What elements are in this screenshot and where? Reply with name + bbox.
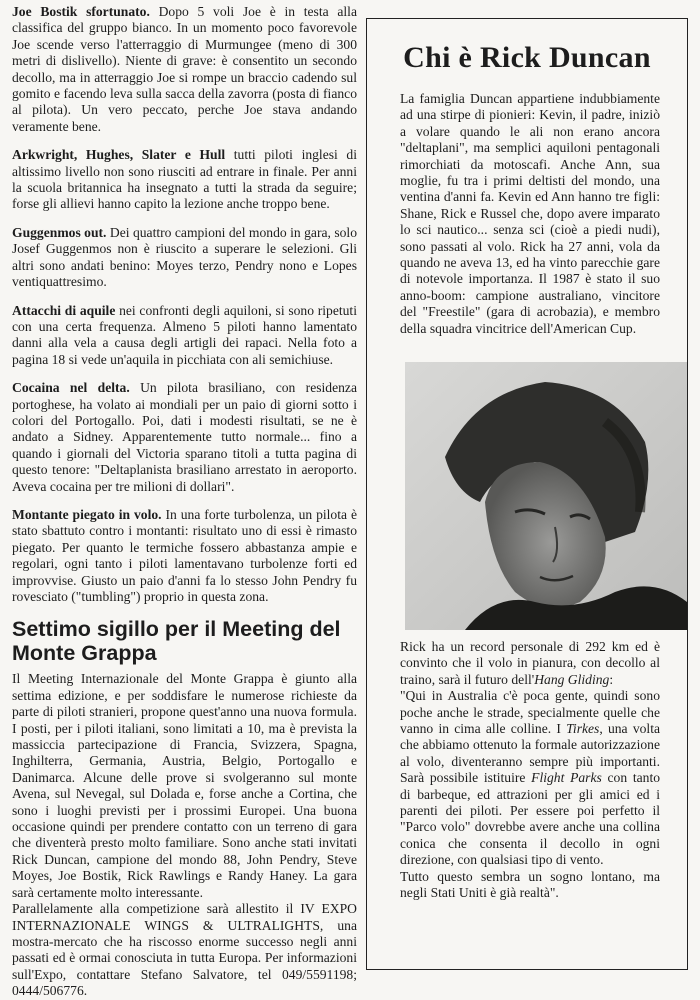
news-lead: Montante piegato in volo. (12, 506, 162, 522)
news-text: Dopo 5 voli Joe è in testa alla classifica del gruppo bianco. In un momento poco favorevole Joe scende verso l'atterraggio di Murmungee (meno di 300 metri di dislivello). Niente di grave: è consentito un secondo decollo, ma in atterraggio Joe si rompe un braccio cadendo sul gomito e facendo leva sulla sacca della zavorra (posta di fianco al pilota). Un vero peccato, perche Joe stava andando veramente bene. (12, 4, 357, 134)
news-lead: Arkwright, Hughes, Slater e Hull (12, 147, 226, 163)
grappa-paragraph: Il Meeting Internazionale del Monte Grappa è giunto alla settima edizione, e per soddisfare le numerose richieste da parte di piloti stranieri, propone quest'anno una nuova formula. I posti, per i piloti italiani, sono limitati a 10, ma è prevista la massiccia partecipazione di Francia, Svizzera, Spagna, Inghilterra, Germania, Austria, Belgio, Portogallo e Danimarca. Alcune delle prove si svolgeranno sul monte Avena, sul Nevegal, sul Dolada e, forse anche a Cortina, che sono i luoghi previsti per i prossimi Europei. Una buona occasione quindi per prendere contatto con un terreno di gara che diventerà presto molto familiare. Sono anche stati invitati Rick Duncan, campione del mondo 88, John Pendry, Steve Moyes, Joe Bostik, Rick Rawlings e Randy Haney. La gara sarà certamente molto interessante. (12, 671, 357, 900)
hang-gliding-term: Hang Gliding (534, 671, 610, 687)
colon-text: : (609, 671, 614, 687)
box-title: Chi è Rick Duncan (403, 41, 651, 74)
portrait-photo (405, 362, 687, 630)
flight-parks-term: Flight Parks (531, 770, 602, 786)
news-lead: Joe Bostik sfortunato. (12, 4, 150, 19)
news-lead: Guggenmos out. (12, 224, 107, 240)
news-item (12, 4, 357, 135)
grappa-expo-paragraph: Parallelamente alla competizione sarà allestito il IV EXPO INTERNAZIONALE WINGS & ULTRALIGHTS, una mostra-mercato che ha riscosso enorme successo negli anni passati ed è ormai conosciuta in tutta Europa. Per informazioni sull'Expo, contattare Stefano Salvatore, tel 049/5591198; 0444/506776. (12, 901, 357, 999)
news-text: nei confronti degli aquiloni, si sono ripetuti con una certa frequenza. Almeno 5 piloti hanno lamentato danni alla vela a causa degli artigli dei rapaci. Nella foto a pagina 18 si vede un'aquila in picchiata con ali semichiuse. (12, 302, 357, 367)
quote-text: , una volta che abbiamo ottenuto la formale autorizzazione al volo, diventeranno sempre più importanti. Sarà possibile istituire (400, 721, 660, 786)
news-item (12, 380, 357, 495)
news-text: Un pilota brasiliano, con residenza portoghese, ha volato ai mondiali per un paio di giorni sotto i colori del Portogallo. Poi, dati i modesti risultati, se ne è andato a Sidney. Apparentemente tutto normale... fino a quando i giornali del Victoria sparano titoli a tutta pagina di questo tenore: "Deltaplanista brasiliano arrestato in aeroporto. Aveva cocaina per tre milioni di dollari". (12, 380, 357, 494)
news-text: Dei quattro campioni del mondo in gara, solo Josef Guggenmos non è riuscito a superare le selezioni. Gli altri sono andati benino: Moyes terzo, Pendry nono e Lopes ventiquattresimo. (12, 224, 357, 290)
grappa-headline: Settimo sigillo per il Meeting del Monte Grappa (12, 617, 341, 666)
quote-text: con tanto di barbeque, ed attrazioni per gli amici ed i parenti dei piloti. Per essere poi perfetto il "Parco volo" dovrebbe avere anche una collina conica che consenta il decollo in ogni direzione, con qualsiasi tipo di vento. (400, 770, 661, 868)
quote-text: "Qui in Australia c'è poca gente, quindi sono poche anche le strade, specialmente quelle che vanno in cima alle colline. I (400, 688, 660, 737)
news-text: tutti piloti inglesi di altissimo livello non sono riusciti ad entrare in finale. Per anni la scuola britannica ha insegnato a tutti la strada da seguire; forse gli allievi hanno capito la lezione anche troppo bene. (12, 147, 357, 212)
news-item (12, 507, 357, 605)
box-intro: La famiglia Duncan appartiene indubbiamente ad una stirpe di pionieri: Kevin, il padre, iniziò a volare quando le ali non erano ancora "deltaplani", ma semplici aquiloni pentagonali rimorchiati da motoscafi. Anche Ann, sua moglie, fu tra i primi deltisti del mondo, una ventina d'anni fa. Kevin ed Ann hanno tre figli: Shane, Rick e Russel che, dopo avere imparato lo sci nautico... senza sci (cioè a piedi nudi), sono passati al volo. Rick ha 27 anni, vola da quando ne aveva 13, ed ha vinto parecchie gare di notevole importanza. Il 1987 è stato il suo anno-boom: campione australiano, vincitore del "Freestile" (gara di acrobazia), e membro della squadra vincitrice dell'American Cup. (400, 91, 660, 336)
box-after-photo (400, 639, 660, 902)
news-item (12, 147, 357, 213)
tirkes-term: Tirkes (566, 721, 600, 737)
news-item (12, 225, 357, 291)
sidebar-box (366, 18, 688, 970)
news-lead: Cocaina nel delta. (12, 380, 130, 396)
news-lead: Attacchi di aquile (12, 302, 116, 318)
news-text: In una forte turbolenza, un pilota è stato sbattuto contro i montanti: risultato uno di essi è rimasto piegato. Per quanto le termiche fossero abbastanza ampie e regolari, ogni tanto i piloti lamentavano turbolenze forti ed improvvise. Giusto un paio d'anni fa lo stesso John Pendry fu rovesciato ("tumbling") proprio in questa zona. (12, 506, 357, 604)
news-item (12, 303, 357, 369)
record-text: Rick ha un record personale di 292 km ed è convinto che il volo in pianura, con decollo al traino, sarà il futuro dell' (400, 639, 660, 687)
ending-text: Tutto questo sembra un sogno lontano, ma negli Stati Uniti è già realtà". (400, 868, 660, 901)
left-column (12, 4, 357, 1000)
